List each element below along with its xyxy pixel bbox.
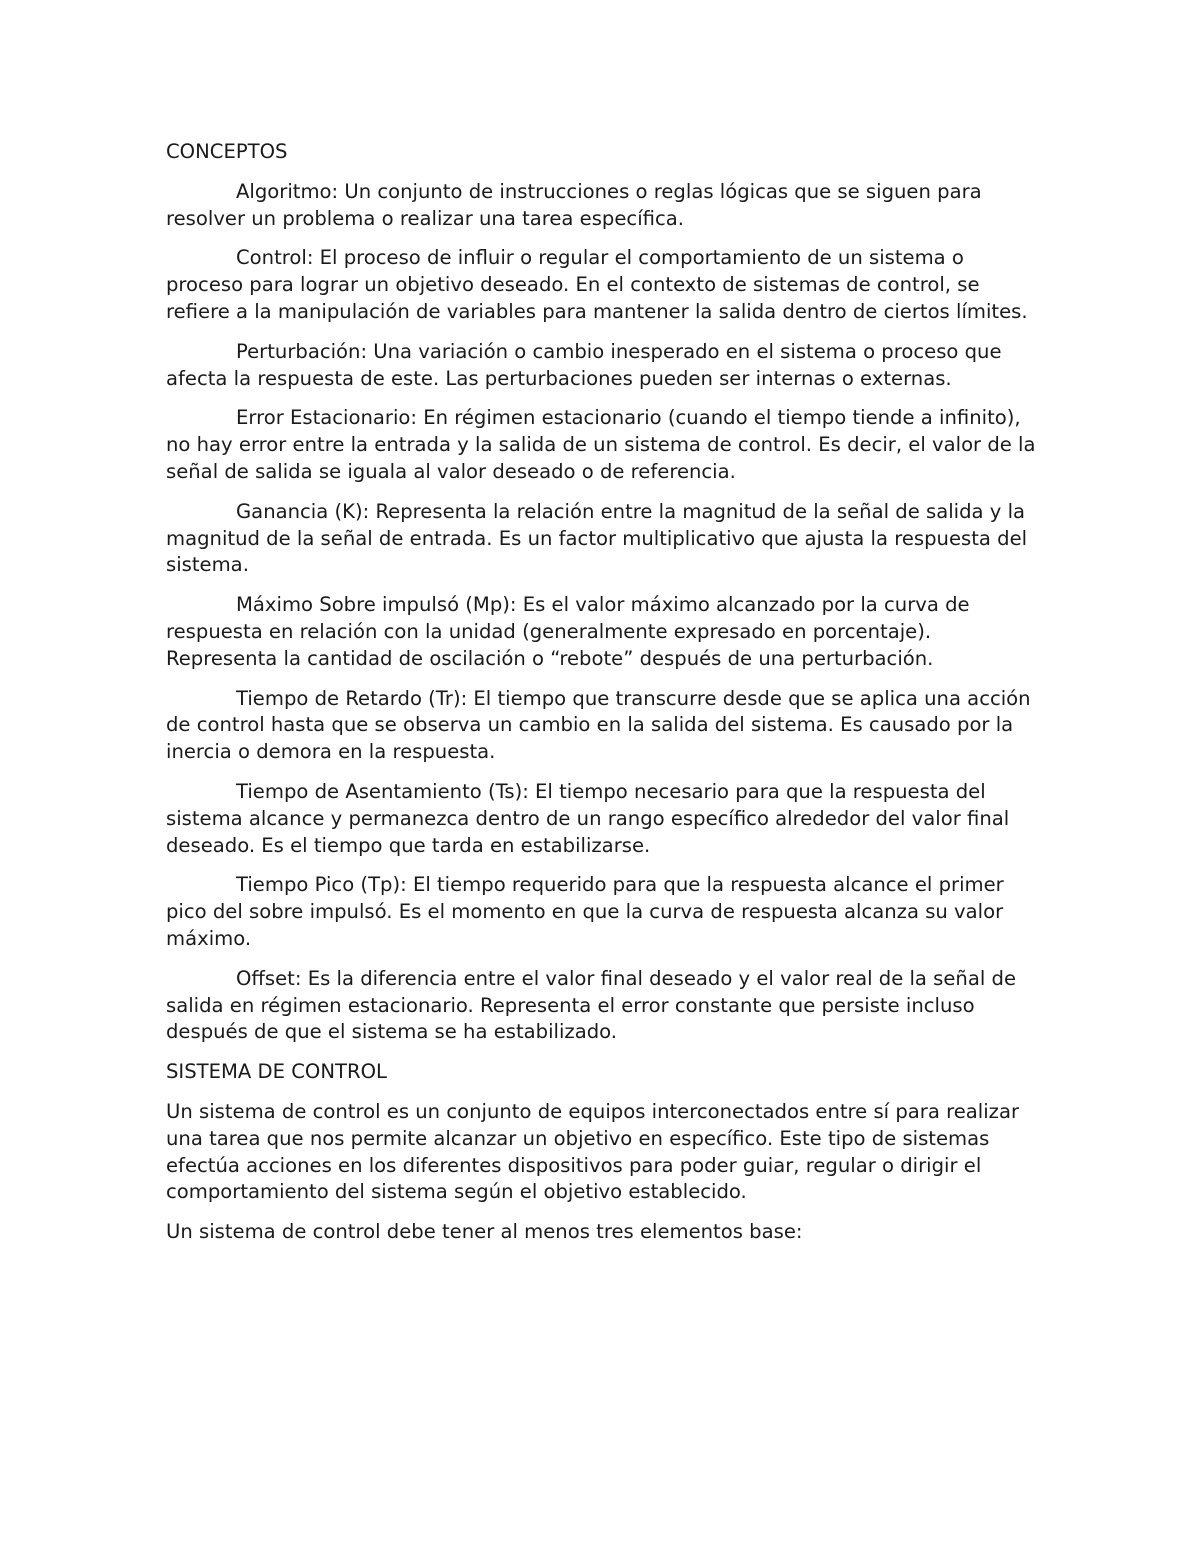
concept-ganancia: Ganancia (K): Representa la relación entre la magnitud de la señal de salida y la magnitud de la señal de entrada. Es un factor multiplicativo que ajusta la respuesta del sistema.	[166, 499, 1028, 577]
paragraph-sistema-de-control: Un sistema de control es un conjunto de equipos interconectados entre sí para realizar una tarea que nos permite alcanzar un objetivo en específico. Este tipo de sistemas efectúa acciones en los diferentes dispositivos para poder guiar, regular o dirigir el comportamiento del sistema según el objetivo establecido.	[166, 1099, 1020, 1204]
section-heading-sistema-de-control: SISTEMA DE CONTROL	[166, 1060, 387, 1084]
paragraph-elementos-base: Un sistema de control debe tener al menos tres elementos base:	[166, 1220, 803, 1244]
concept-error-estacionario: Error Estacionario: En régimen estacionario (cuando el tiempo tiende a infinito), no hay error entre la entrada y la salida de un sistema de control. Es decir, el valor de la señal de salida se iguala al valor deseado o de referencia.	[166, 406, 1036, 483]
concept-control: Control: El proceso de influir o regular el comportamiento de un sistema o proceso para lograr un objetivo deseado. En el contexto de sistemas de control, se refiere a la manipulación de variables para mantener la salida dentro de ciertos límites.	[166, 246, 1028, 323]
concept-maximo-sobre-impulso: Máximo Sobre impulsó (Mp): Es el valor máximo alcanzado por la curva de respuesta en relación con la unidad (generalmente expresado en porcentaje). Representa la cantidad de oscilación o “rebote” después de una perturbación.	[166, 593, 970, 670]
concept-tiempo-asentamiento: Tiempo de Asentamiento (Ts): El tiempo necesario para que la respuesta del sistema alcance y permanezca dentro de un rango específico alrededor del valor final deseado. Es el tiempo que tarda en estabilizarse.	[166, 779, 1010, 857]
concept-tiempo-pico: Tiempo Pico (Tp): El tiempo requerido para que la respuesta alcance el primer pico del sobre impulsó. Es el momento en que la curva de respuesta alcanza su valor máximo.	[166, 873, 1004, 950]
concept-perturbacion: Perturbación: Una variación o cambio inesperado en el sistema o proceso que afecta la respuesta de este. Las perturbaciones pueden ser internas o externas.	[166, 339, 1002, 390]
section-heading-conceptos: CONCEPTOS	[166, 140, 288, 163]
concept-tiempo-retardo: Tiempo de Retardo (Tr): El tiempo que transcurre desde que se aplica una acción de control hasta que se observa un cambio en la salida del sistema. Es causado por la inercia o demora en la respuesta.	[166, 686, 1031, 764]
concept-offset: Offset: Es la diferencia entre el valor final deseado y el valor real de la señal de salida en régimen estacionario. Representa el error constante que persiste incluso después de que el sistema se ha estabilizado.	[166, 966, 1017, 1044]
concept-algoritmo: Algoritmo: Un conjunto de instrucciones o reglas lógicas que se siguen para resolver un problema o realizar una tarea específica.	[166, 179, 982, 230]
document-body	[166, 139, 1036, 1259]
